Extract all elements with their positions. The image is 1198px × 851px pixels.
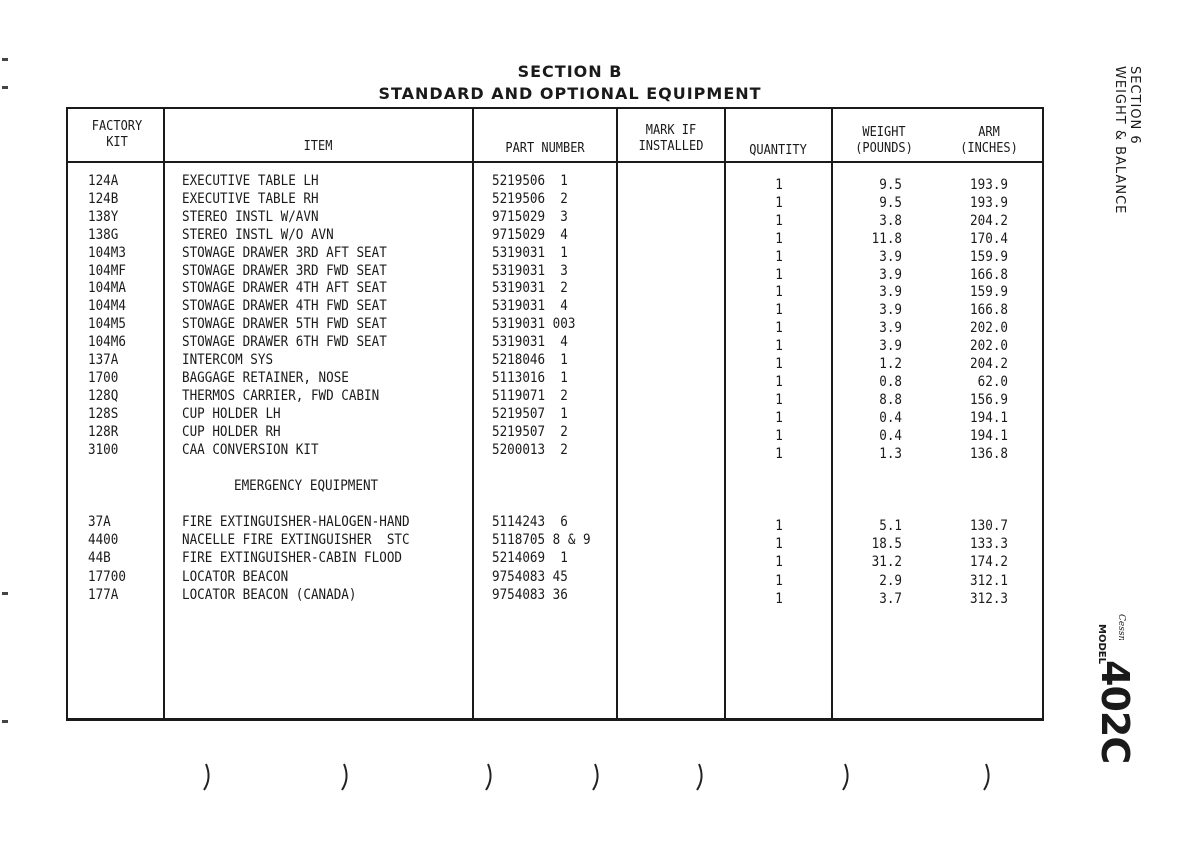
cell-weight: 0.8 — [879, 373, 902, 390]
edge-mark — [2, 720, 8, 723]
section-title: STANDARD AND OPTIONAL EQUIPMENT — [378, 84, 762, 103]
cell-arm: 174.2 — [970, 554, 1008, 571]
cell-factory-kit: 4400 — [88, 532, 119, 549]
cell-item: LOCATOR BEACON — [182, 568, 289, 585]
cell-item: LOCATOR BEACON (CANADA) — [182, 586, 357, 603]
header-part-number: PART NUMBER — [505, 141, 585, 156]
equipment-table — [66, 107, 1044, 721]
cell-part-number: 9715029 3 — [492, 208, 568, 225]
header-weight: WEIGHT (POUNDS) — [855, 125, 913, 156]
cell-factory-kit: 138Y — [88, 208, 119, 225]
cell-quantity: 1 — [775, 391, 783, 408]
cell-weight: 5.1 — [879, 518, 902, 534]
cell-weight: 18.5 — [871, 536, 902, 553]
cell-item: FIRE EXTINGUISHER-HALOGEN-HAND — [182, 514, 410, 530]
side-section-title: SECTION 6 WEIGHT & BALANCE — [1112, 66, 1142, 215]
cell-arm: 312.3 — [970, 590, 1008, 607]
cell-part-number: 5119071 2 — [492, 387, 568, 404]
cell-part-number: 5319031 4 — [492, 298, 568, 315]
cell-factory-kit: 124B — [88, 190, 119, 207]
section-label: SECTION B — [517, 62, 623, 81]
cell-factory-kit: 128R — [88, 423, 119, 440]
cell-arm: 133.3 — [970, 536, 1008, 553]
cell-factory-kit: 128Q — [88, 387, 119, 404]
header-item: ITEM — [303, 139, 333, 154]
cell-quantity: 1 — [775, 212, 783, 229]
cell-factory-kit: 104MF — [88, 262, 126, 279]
cell-arm: 130.7 — [970, 518, 1008, 534]
cell-item: STOWAGE DRAWER 4TH AFT SEAT — [182, 280, 387, 297]
cell-weight: 3.9 — [879, 302, 902, 319]
cell-factory-kit: 104M4 — [88, 298, 126, 315]
edge-mark — [2, 592, 8, 595]
binder-marks — [0, 760, 1198, 800]
cell-quantity: 1 — [775, 373, 783, 390]
cell-item: THERMOS CARRIER, FWD CABIN — [182, 387, 380, 404]
header-factory-kit: FACTORY KIT — [91, 119, 143, 150]
cell-quantity: 1 — [775, 518, 783, 534]
cell-factory-kit: 104M6 — [88, 334, 126, 351]
cell-factory-kit: 37A — [88, 514, 111, 530]
cell-weight: 9.5 — [879, 194, 902, 211]
cell-part-number: 5219506 2 — [492, 190, 568, 207]
cell-part-number: 5114243 6 — [492, 514, 568, 530]
cell-item: STEREO INSTL W/AVN — [182, 208, 319, 225]
cell-quantity: 1 — [775, 590, 783, 607]
cell-factory-kit: 138G — [88, 226, 119, 243]
binder-mark — [697, 764, 702, 790]
cell-weight: 2.9 — [879, 572, 902, 589]
cell-item: INTERCOM SYS — [182, 352, 274, 368]
header-quantity: QUANTITY — [749, 143, 807, 158]
cell-weight: 3.9 — [879, 266, 902, 283]
cell-quantity: 1 — [775, 554, 783, 571]
edge-mark — [2, 86, 8, 89]
cell-quantity: 1 — [775, 266, 783, 283]
cell-part-number: 5219506 1 — [492, 173, 568, 189]
cell-part-number: 5319031 003 — [492, 316, 576, 333]
model-label: MODEL — [1096, 624, 1107, 664]
cell-part-number: 5118705 8 & 9 — [492, 532, 591, 549]
cell-weight: 8.8 — [879, 391, 902, 408]
cell-factory-kit: 44B — [88, 550, 111, 567]
cell-part-number: 5319031 3 — [492, 262, 568, 279]
header-mark-if-installed: MARK IF INSTALLED — [638, 123, 704, 154]
cell-weight: 3.9 — [879, 248, 902, 265]
cell-quantity: 1 — [775, 427, 783, 444]
cell-factory-kit: 177A — [88, 586, 119, 603]
cell-part-number: 5319031 1 — [492, 244, 568, 261]
cell-factory-kit: 104MA — [88, 280, 126, 297]
cell-factory-kit: 3100 — [88, 441, 119, 458]
cell-arm: 166.8 — [970, 302, 1008, 319]
cell-arm: 156.9 — [970, 391, 1008, 408]
cell-arm: 166.8 — [970, 266, 1008, 283]
cell-arm: 170.4 — [970, 230, 1008, 247]
binder-mark — [342, 764, 347, 790]
cell-part-number: 5200013 2 — [492, 441, 568, 458]
cell-item: CUP HOLDER RH — [182, 423, 281, 440]
binder-mark — [204, 764, 209, 790]
binder-mark — [486, 764, 491, 790]
cell-weight: 1.3 — [879, 445, 902, 462]
cell-quantity: 1 — [775, 302, 783, 319]
column-divider — [163, 109, 165, 718]
cell-arm: 62.0 — [977, 373, 1008, 390]
edge-mark — [2, 58, 8, 61]
cell-weight: 3.9 — [879, 284, 902, 301]
cell-factory-kit: 1700 — [88, 369, 119, 386]
cell-arm: 194.1 — [970, 427, 1008, 444]
cell-item: EXECUTIVE TABLE RH — [182, 190, 319, 207]
cell-quantity: 1 — [775, 194, 783, 211]
cell-factory-kit: 17700 — [88, 568, 126, 585]
cell-quantity: 1 — [775, 177, 783, 193]
cell-item: STOWAGE DRAWER 5TH FWD SEAT — [182, 316, 387, 333]
header-arm: ARM (INCHES) — [960, 125, 1018, 156]
cell-quantity: 1 — [775, 356, 783, 372]
cell-weight: 3.7 — [879, 590, 902, 607]
cell-part-number: 9715029 4 — [492, 226, 568, 243]
cell-arm: 202.0 — [970, 320, 1008, 337]
column-divider — [831, 109, 833, 718]
cell-part-number: 5214069 1 — [492, 550, 568, 567]
cell-part-number: 5319031 2 — [492, 280, 568, 297]
cell-arm: 159.9 — [970, 284, 1008, 301]
binder-mark — [843, 764, 848, 790]
cell-part-number: 5219507 1 — [492, 405, 568, 422]
cell-weight: 31.2 — [871, 554, 902, 571]
cell-part-number: 5319031 4 — [492, 334, 568, 351]
cell-factory-kit: 124A — [88, 173, 119, 189]
cell-item: STEREO INSTL W/O AVN — [182, 226, 334, 243]
cell-item: BAGGAGE RETAINER, NOSE — [182, 369, 349, 386]
cell-quantity: 1 — [775, 230, 783, 247]
cell-arm: 193.9 — [970, 194, 1008, 211]
cell-item: EXECUTIVE TABLE LH — [182, 173, 319, 189]
cell-weight: 11.8 — [871, 230, 902, 247]
cell-weight: 3.9 — [879, 320, 902, 337]
svg-text:Cessna: Cessna — [1116, 614, 1126, 640]
cell-weight: 0.4 — [879, 427, 902, 444]
cell-quantity: 1 — [775, 248, 783, 265]
column-divider — [616, 109, 618, 718]
cell-item: NACELLE FIRE EXTINGUISHER STC — [182, 532, 410, 549]
cell-arm: 312.1 — [970, 572, 1008, 589]
cell-factory-kit: 137A — [88, 352, 119, 368]
cell-part-number: 5218046 1 — [492, 352, 568, 368]
cell-arm: 194.1 — [970, 409, 1008, 426]
cell-item: STOWAGE DRAWER 3RD AFT SEAT — [182, 244, 387, 261]
cell-item: CUP HOLDER LH — [182, 405, 281, 422]
cell-quantity: 1 — [775, 409, 783, 426]
cell-quantity: 1 — [775, 338, 783, 355]
cell-weight: 0.4 — [879, 409, 902, 426]
emergency-heading: EMERGENCY EQUIPMENT — [234, 478, 379, 494]
cell-quantity: 1 — [775, 572, 783, 589]
cell-part-number: 9754083 36 — [492, 586, 568, 603]
cell-factory-kit: 128S — [88, 405, 119, 422]
cell-item: STOWAGE DRAWER 3RD FWD SEAT — [182, 262, 387, 279]
cell-arm: 193.9 — [970, 177, 1008, 193]
column-divider — [472, 109, 474, 718]
cell-item: STOWAGE DRAWER 6TH FWD SEAT — [182, 334, 387, 351]
cell-weight: 1.2 — [879, 356, 902, 372]
header-divider — [68, 161, 1042, 163]
cell-quantity: 1 — [775, 445, 783, 462]
model-number: 402C — [1093, 660, 1137, 764]
cell-arm: 204.2 — [970, 356, 1008, 372]
cell-item: FIRE EXTINGUISHER-CABIN FLOOD — [182, 550, 402, 567]
cell-quantity: 1 — [775, 284, 783, 301]
cell-factory-kit: 104M3 — [88, 244, 126, 261]
cell-factory-kit: 104M5 — [88, 316, 126, 333]
cell-weight: 9.5 — [879, 177, 902, 193]
cell-item: STOWAGE DRAWER 4TH FWD SEAT — [182, 298, 387, 315]
cell-arm: 159.9 — [970, 248, 1008, 265]
cell-part-number: 5219507 2 — [492, 423, 568, 440]
cessna-logo — [1110, 612, 1128, 644]
cell-weight: 3.8 — [879, 212, 902, 229]
cell-weight: 3.9 — [879, 338, 902, 355]
column-divider — [724, 109, 726, 718]
binder-mark — [593, 764, 598, 790]
binder-mark — [984, 764, 989, 790]
cell-arm: 202.0 — [970, 338, 1008, 355]
cell-part-number: 5113016 1 — [492, 369, 568, 386]
cell-quantity: 1 — [775, 536, 783, 553]
cell-arm: 136.8 — [970, 445, 1008, 462]
cell-item: CAA CONVERSION KIT — [182, 441, 319, 458]
cell-arm: 204.2 — [970, 212, 1008, 229]
cell-quantity: 1 — [775, 320, 783, 337]
cell-part-number: 9754083 45 — [492, 568, 568, 585]
